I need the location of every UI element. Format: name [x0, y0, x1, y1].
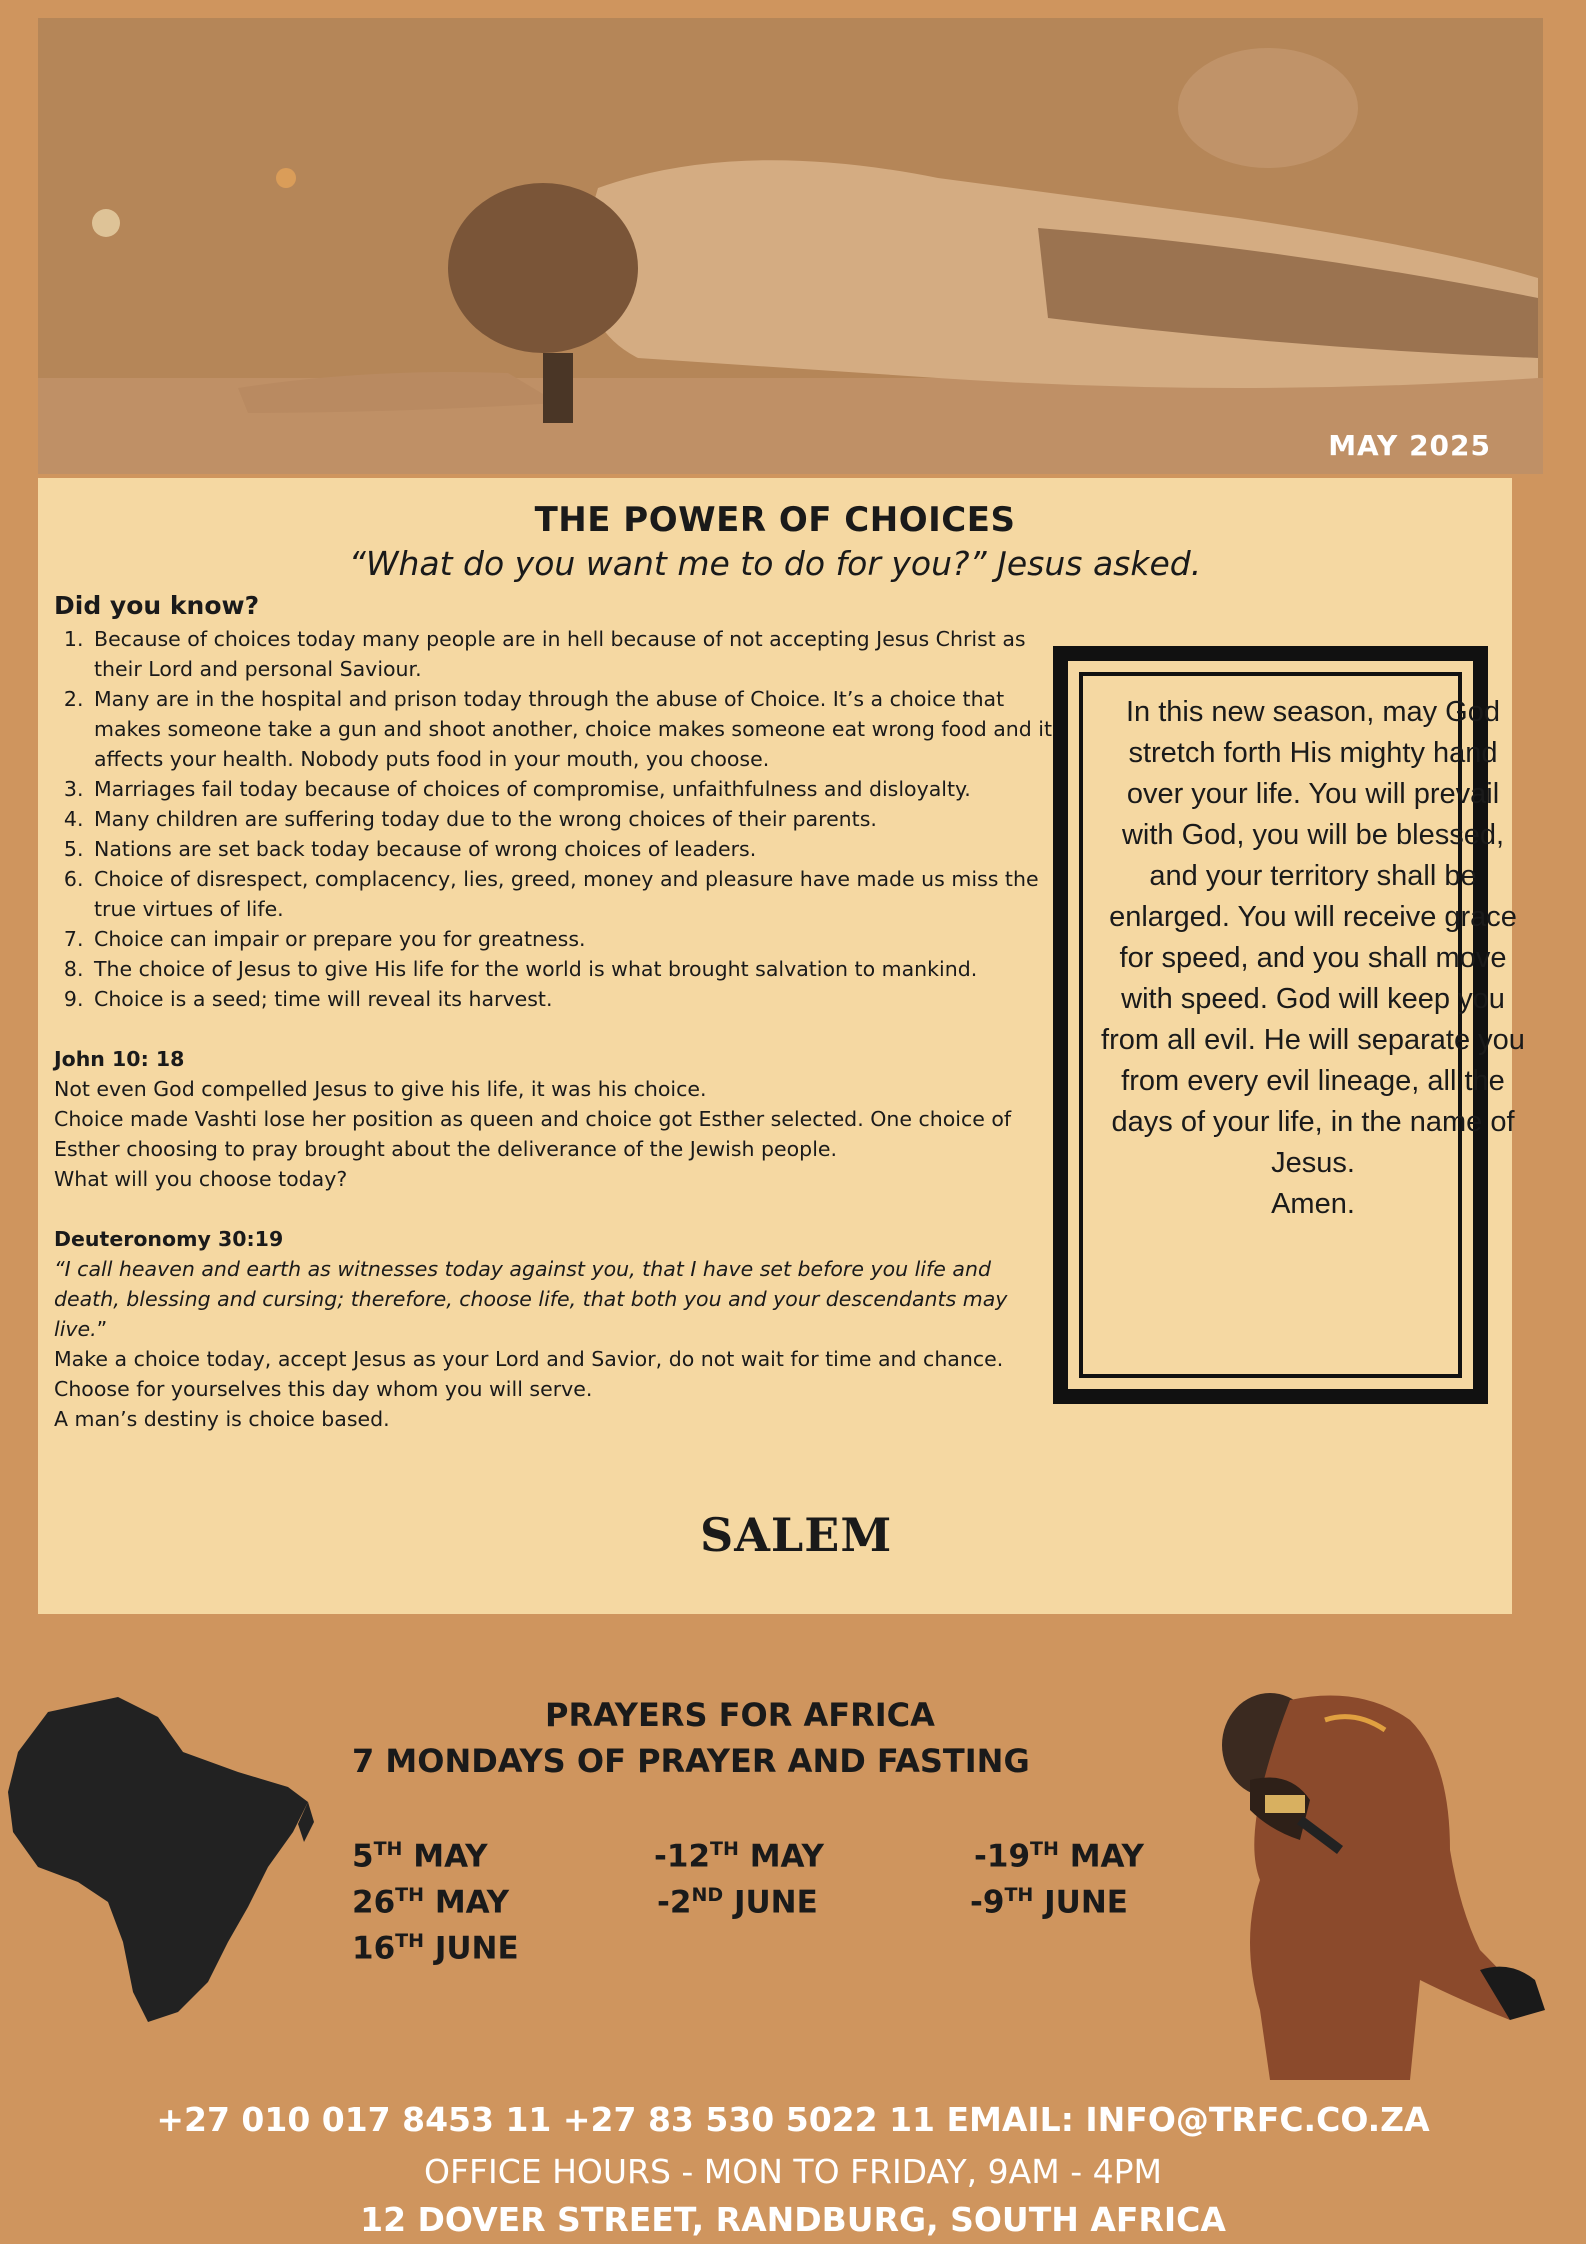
john-reference-heading: John 10: 18 — [54, 1047, 185, 1071]
africa-map-icon — [8, 1692, 318, 2027]
hero-photo — [38, 18, 1543, 474]
blessing-text: In this new season, may God stretch forth His mighty hand over your life. You will prevail with God, you will be blessed, and your territory shall be enlarged. You will receive grace for speed, and you shall move with speed. God will keep you from all evil. He will separate you from every evil lineage, all the days of your life, in the name of Jesus. — [1101, 696, 1525, 1179]
list-item: 7. Choice can impair or prepare you for greatness. — [90, 924, 1054, 954]
choices-list — [54, 624, 1054, 1014]
prayers-title: PRAYERS FOR AFRICA — [545, 1696, 935, 1734]
prayer-date: -19TH MAY — [974, 1838, 1145, 1875]
deuteronomy-reference-heading: Deuteronomy 30:19 — [54, 1227, 284, 1251]
paragraph: What will you choose today? — [54, 1167, 348, 1191]
list-item: 4. Many children are suffering today due to the wrong choices of their parents. — [90, 804, 1054, 834]
scripture-quote-close: ” — [96, 1317, 108, 1341]
article-body — [54, 588, 1054, 1434]
paragraph: A man’s destiny is choice based. — [54, 1407, 390, 1431]
scripture-quote — [54, 1254, 1054, 1344]
article-panel — [38, 478, 1525, 1614]
did-you-know-heading: Did you know? — [54, 591, 260, 620]
footer-address: 12 DOVER STREET, RANDBURG, SOUTH AFRICA — [360, 2200, 1226, 2239]
list-item: 9. Choice is a seed; time will reveal its harvest. — [90, 984, 1054, 1014]
paragraph: Make a choice today, accept Jesus as your Lord and Savior, do not wait for time and chance. Choose for yourselves this day whom you will serve. — [54, 1347, 1004, 1401]
footer-contact-line: +27 010 017 8453 11 +27 83 530 5022 11 EMAIL: INFO@TRFC.CO.ZA — [156, 2100, 1430, 2139]
list-item: 3. Marriages fail today because of choices of compromise, unfaithfulness and disloyalty. — [90, 774, 1054, 804]
list-item: 1. Because of choices today many people are in hell because of not accepting Jesus Christ as their Lord and personal Saviour. — [90, 624, 1054, 684]
prayer-date: -2ND JUNE — [657, 1884, 818, 1921]
blessing-text-box — [1098, 692, 1528, 1225]
footer-office-hours: OFFICE HOURS - MON TO FRIDAY, 9AM - 4PM — [424, 2152, 1162, 2191]
list-item: 5. Nations are set back today because of wrong choices of leaders. — [90, 834, 1054, 864]
kneeling-man-illustration — [1180, 1680, 1550, 2080]
prayer-date: -12TH MAY — [654, 1838, 825, 1875]
paragraph: Not even God compelled Jesus to give his life, it was his choice. — [54, 1077, 707, 1101]
prayer-date: 26TH MAY — [352, 1884, 510, 1921]
article-subtitle: “What do you want me to do for you?” Jesus asked. — [348, 544, 1202, 583]
paragraph: Choice made Vashti lose her position as queen and choice got Esther selected. One choice of Esther choosing to pray brought about the deliverance of the Jewish people. — [54, 1107, 1012, 1161]
fasting-subtitle: 7 MONDAYS OF PRAYER AND FASTING — [352, 1742, 1030, 1780]
signature: SALEM — [700, 1508, 893, 1562]
prayer-date: -9TH JUNE — [970, 1884, 1128, 1921]
prayer-date: 16TH JUNE — [352, 1930, 519, 1967]
amen-text: Amen. — [1271, 1188, 1355, 1220]
list-item: 8. The choice of Jesus to give His life for the world is what brought salvation to mankind. — [90, 954, 1054, 984]
list-item: 2. Many are in the hospital and prison today through the abuse of Choice. It’s a choice that makes someone take a gun and shoot another, choice makes someone eat wrong food and it affects your health. Nobody puts food in your mouth, you choose. — [90, 684, 1054, 774]
prostrate-man-illustration — [38, 18, 1543, 474]
prayer-date: 5TH MAY — [352, 1838, 488, 1875]
article-title: THE POWER OF CHOICES — [534, 500, 1016, 540]
scripture-quote-text: “I call heaven and earth as witnesses today against you, that I have set before you life and death, blessing and cursing; therefore, choose life, that both you and your descendants may live. — [54, 1257, 1008, 1341]
list-item: 6. Choice of disrespect, complacency, lies, greed, money and pleasure have made us miss the true virtues of life. — [90, 864, 1054, 924]
issue-month: MAY 2025 — [1328, 429, 1491, 462]
